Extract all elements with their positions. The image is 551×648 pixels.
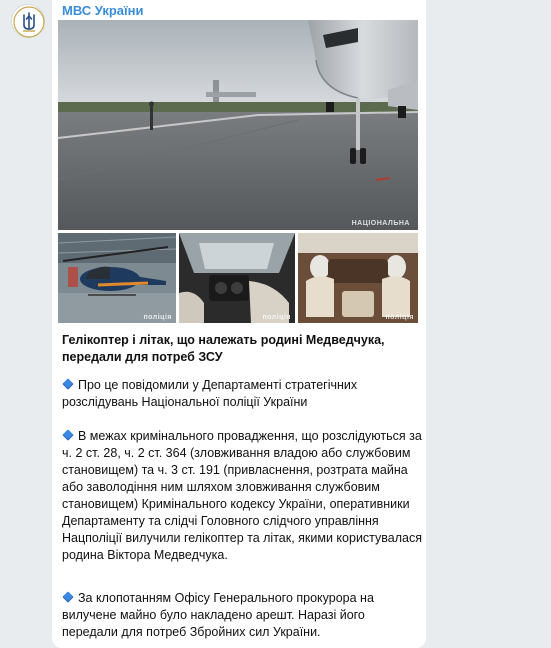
cockpit-photo-image (179, 233, 295, 323)
blue-diamond-icon (62, 591, 73, 602)
paragraph-2-text: В межах кримінального провадження, що розслідуються за ч. 2 ст. 28, ч. 2 ст. 364 (зловживання владою або службовим становищем) та ч. 3 ст. 191 (привласнення, розтрата майна або заволодіння ним шляхом зловживання службовим становищем) Кримінального кодексу України, оперативники Департаменту та слідчі Головного слідчого управління Нацполіції вилучили гелікоптер та літак, якими користувалася родина Віктора Медведчука. (62, 429, 423, 562)
photo-cabin-interior[interactable] (298, 233, 418, 323)
photo-helicopter-hangar[interactable] (58, 233, 176, 323)
blue-diamond-icon (62, 429, 73, 440)
message-bubble (52, 0, 426, 648)
cabin-photo-image (298, 233, 418, 323)
watermark-main: НАЦІОНАЛЬНА (351, 220, 410, 227)
post-paragraph-1 (62, 377, 422, 411)
blue-diamond-icon (62, 378, 73, 389)
helicopter-photo-image (58, 233, 176, 323)
trident-emblem-icon (12, 5, 46, 39)
watermark-thumb-3: поліція (385, 314, 414, 321)
channel-avatar[interactable] (11, 4, 45, 38)
photo-main-aircraft[interactable] (58, 20, 418, 230)
post-paragraph-2 (62, 428, 422, 564)
post-title: Гелікоптер і літак, що належать родині Медведчука, передали для потреб ЗСУ (62, 333, 385, 364)
paragraph-3-text: За клопотанням Офісу Генерального прокурора на вилучене майно було накладено арешт. Наразі його передали для потреб Збройних сил України. (62, 591, 374, 639)
watermark-thumb-2: поліція (262, 314, 291, 321)
aircraft-photo-image (58, 20, 418, 230)
watermark-thumb-1: поліція (143, 314, 172, 321)
photo-cockpit[interactable] (179, 233, 295, 323)
post-paragraph-3 (62, 590, 422, 641)
paragraph-1-text: Про це повідомили у Департаменті стратегічних розслідувань Національної поліції України (62, 378, 358, 409)
channel-name[interactable]: МВС України (62, 3, 144, 18)
